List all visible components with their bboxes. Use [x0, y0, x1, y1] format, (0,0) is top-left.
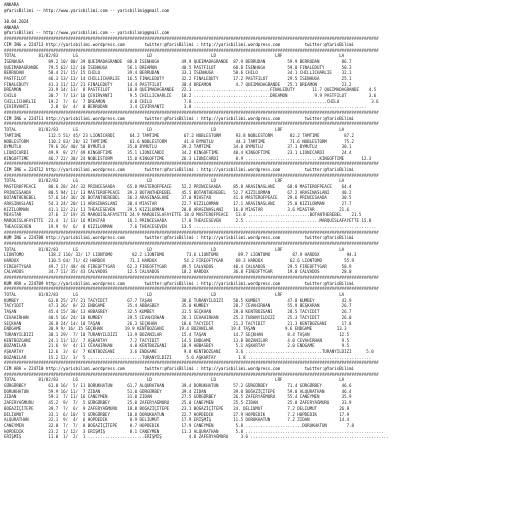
separator-line: ######################################################################################################################################################## [4, 110, 379, 116]
table-row: BOZANILAR 21.6 9/ 4/ 11 CEVAHIRHAN 4.0 KENTBOZGANI 10.9 ABBASBEY 5.1 AŞKARTAY 2.0 ENDGAME 9.5 [4, 343, 350, 349]
table-row: LIONICARDI 49.9 8/ 27/ 49 KINGOFTIME 35.1 LIONICARDI 34.2 KINGOFTIME 40.4 KINGOFTIME 23.1 LIONICARDI 24.4 [4, 149, 352, 155]
table-row: TAMTIME 112.5 51/ 45/ 23 LIONICARDI 64.2 TAMTIME 67.2 NOBLESTORM 93.8 NOBLESTORM 82.2 TAMTIME 87.2 [4, 132, 354, 138]
separator-line: ######################################################################################################################################################## [4, 286, 379, 292]
race-section [4, 275, 529, 360]
race-sections [4, 36, 529, 440]
separator-line: ######################################################################################################################################################## [4, 229, 379, 235]
race-info-line: CIM ING = 224712 http://yarisbilimi.wordpress.com twitter:@YarisBilimi : http://yarisbilimi.wordpress.com twitter:@YarisBilimi [4, 166, 354, 172]
table-row: ENDGAME 30.9 9/ 16/ 15 SEÇKHAN 19.9 KENTBOZGANI 19.4 BOZANILAR 19.4 TAŞAN 9.6 ENDGAME 13.3 [4, 326, 347, 332]
table-row: LIONTOMO 138.2 116/ 32/ 17 LIONTOMO 82.2 LIONTOMO 73.6 LIONTOMO 89.7 LIONTOMO 87.9 HARDOX 94.3 [4, 252, 357, 258]
table-row: QUEIMADAGRANDE 79.5 62/ 12/ 10 İSENHUGA 56.1 DREAMON 40.5 PASTFILOT 60.8 İSENHUGA 59.0 FINALEDUTY 50.3 [4, 64, 352, 70]
document-date: 30.04.2024 [4, 19, 29, 25]
table-row: KINGOFTIME 46.7 22/ 30/ 24 NOBLESTORM 15.0 KINGOFTIME 26.3 LIONICARDI 8.9 ..............................KINGOFTIME 12.3 [4, 155, 372, 161]
table-row: FIREOFTYGAR 49.7 17/ 48/ 46 FIREOFTYGAR 62.3 FIREOFTYGAR 49.5 CALVADOS 40.4 CALVADOS 29.5 FIREOFTYGAR 50.9 [4, 263, 352, 269]
table-row: ARASINASLANI 54.3 24/ 20/ 11 ARASINASLANI 30.4 MIASTAR 22.7 KIZILORMAN 17.1 ARASINASLANI 25.0 KIZILORMAN 27.7 [4, 201, 352, 207]
race-section [4, 161, 529, 229]
table-row: GÜRGÜRBEY 61.0 16/ 5/ 11 DORUKHATUN 61.7 ALQURATHAN 39.4 DORUKHATUN 57.2 GÜRGÜRBEY 71.4 GÜRGÜRBEY 46.6 [4, 383, 352, 389]
table-row: CANEYMEN 32.0 7/ 7/ 8 BOĞAZİÇİTEPE 8.7 HOPDEDIK 17.9 CANEYMEN 5.8 .......................DORUKHATUN 7.8 [4, 422, 354, 428]
table-row: TOTAL 81/82/83 LG LD LD LRF LA [4, 292, 345, 298]
table-row: PRINCESAADA 80.5 94/ 11/ 13 MASTEROFPEACE 39.3 BOTANTHEREBEL 45.5 BOTANTHEREBEL 52.7 KIZILORMAN 67.2 ARASINASLANI 40.2 [4, 189, 352, 195]
race-section [4, 36, 529, 110]
separator-line: ######################################################################################################################################################## [4, 36, 379, 42]
table-row: BOZANILAR 15.2 12/ 3/ 5 ......................TURANYILDIZI 5.6 AŞKARTAY 1.8 .................................................. [4, 354, 372, 360]
header-contact: @YarisBilimi -- http://www.yarisbilimi.com -- yarisbilimi@gmail.com [4, 7, 170, 13]
separator-line: ######################################################################################################################################################## [4, 360, 379, 366]
table-row: BOĞAZİÇİTEPE 39.7 7/ 6/ 9 ZAFERYAĞMURU 18.8 BOĞAZİÇİTEPE 23.1 BOĞAZİÇİTEPE 24. DELIUMUT 7.2 DELIUMUT 26.8 [4, 405, 350, 411]
race-info-line: KUM ARA = 224709 http://yarisbilimi.wordpress.com twitter:@YarisBilimi : http://yarisbilimi.wordpress.com twitter:@YarisBilimi [4, 280, 354, 286]
table-row: KUMBEY 63.8 25/ 27/ 21 TACYIDIT 67.7 TAŞAN 38.6 TURANYILDIZI 58.5 KUMBEY 47.0 KUMBEY 42.9 [4, 297, 352, 303]
table-row: FINALEDUTY 41.3 11/ 12/ 21 FINALEDUTY 14.4 PASTFILOT 30.4 DREAMON 4.7 QUEIMADAGRANDE 25.1 DREAMON 23.2 [4, 81, 352, 87]
race-section [4, 110, 529, 161]
subheader-contact: @YarisBilimi -- http://www.yarisbilimi.com -- yarisbilimi@gmail.com [4, 30, 170, 36]
table-row: ZIDAN 59.3 7/ 11/ 16 CANEYMEN 31.0 ZIDAN 27.5 GÜRGÜRBEY 26.5 ZAFERYAĞMURU 55.4 CANEYMEN 35.9 [4, 394, 352, 400]
table-row: ÇEVIRVANTI 2.8 0/ 4/ 0 BERRUDAN 3.4 ÇEVIRVANTI 3.0 ...................................................................... [4, 104, 367, 110]
race-section [4, 230, 529, 276]
table-row: TOTAL 81/82/83 LG LD LD LRF LA [4, 377, 345, 383]
separator-line: ######################################################################################################################################################## [4, 121, 379, 127]
table-row: CHILO 30.7 7/ 13/ 10 ÇEVIRVANTI 9.5 CHILLICHARLIE 10.2 ...............................DREAMON 9.9 PASTFILOT 3.6 [4, 93, 377, 98]
separator-line: ######################################################################################################################################################## [4, 275, 379, 280]
table-row: NOBLESTORM 110.2 83/ 28/ 32 TAMTIME 61.6 NOBLESTORM 41.8 BYMUTLU 44.3 TAMTIME 71.6 NOBLESTORM 75.2 [4, 138, 354, 144]
table-row: TURANYILDIZI 30.1 29/ 7/ 10 TURANYILDIZI 13.9 BOZANILAR 15.4 TAŞAN 14.7 SEÇKHAN 8.4 TAŞAN 12.5 [4, 331, 350, 337]
race-info-line: KUM ING = 224708 http://yarisbilimi.wordpress.com twitter:@YarisBilimi : http://yarisbilimi.wordpress.com twitter:@YarisBilimi [4, 235, 354, 241]
table-row: SEÇKHAN 36.8 24/ 14/ 10 TAŞAN 26.3 SEÇKHAN 18.6 TACYIDIT 21.3 TACYIDIT 21.3 KENTBOZGANI 17.8 [4, 320, 352, 326]
table-row: THEACESEVEN 19.9 9/ 6/ 8 KIZILORMAN 7.6 THEACESEVEN 13.5 .......................................................................... [4, 223, 377, 229]
table-row: HOPDEDIK 23.2 1/ 12/ 3 ERİŞMİŞ 8.1 CANEYMEN 11.3 ALQURATHAN 5.8 ........................................................ [4, 428, 384, 434]
race-info-line: CIM ING = 224713 http://yarisbilimi.wordpress.com twitter:@YarisBilimi : http://yarisbilimi.wordpress.com twitter:@YarisBilimi [4, 41, 354, 47]
table-row: HARDOX 110.5 64/ 71/ 42 HARDOX 71.1 HARDOX 54.2 FIREOFTYGAR 69.3 HARDOX 62.6 LIONTOMO 55.9 [4, 257, 354, 263]
table-row: ALQURATHAN 32.1 9/ 4/ 6 HOPDEDIK 8.9 DELIUMUT 17.9 ERİŞMİŞ 11.5 DORUKHATUN 7.2 ZIDAN 14.4 [4, 417, 350, 423]
separator-line: ######################################################################################################################################################## [4, 240, 379, 246]
table-row: DREAMON 33.9 14/ 13/ 8 PASTFILOT 10.8 QUEIMADAGRANDE 22.1 ...............................FINALEDUTY 11.7 QUEIMADAGRANDE 4.5 [4, 87, 377, 93]
table-row: BYMUTLU 79.6 26/ 40/ 50 BYMUTLU 35.0 BYMUTLU 39.2 TAMTIME 34.0 BYMUTLU 37.1 BYMUTLU 30.1 [4, 144, 352, 150]
race-info-line: CIM ING = 224711 http://yarisbilimi.wordpress.com twitter:@YarisBilimi : http://yarisbilimi.wordpress.com twitter:@YarisBilimi [4, 115, 354, 121]
table-row: BERRUDAN 58.4 21/ 15/ 15 CHILO 39.4 BERRUDAN 33.1 İSENHUGA 58.6 CHILO 34.1 CHILLICHARLIE 32.1 [4, 70, 352, 76]
table-row: PASTFILOT 46.3 13/ 13/ 14 CHILLICHARLIE 16.5 FINALEDUTY 32.2 FINALEDUTY 17.2 PASTFILOT 29.5 İSENHUGA 25.1 [4, 75, 352, 81]
table-row: DORUKHATUN 59.9 16/ 11/ 7 ZIDAN 51.0 GÜRGÜRBEY 39.4 ZIDAN 39.0 BOĞAZİÇİTEPE 59.0 ALQURATHAN 46.4 [4, 388, 352, 394]
separator-line: ######################################################################################################################################################## [4, 371, 379, 377]
separator-line: ######################################################################################################################################################## [4, 47, 379, 53]
table-row: TOTAL 81/82/83 LG LD LD LRF LA [4, 53, 345, 59]
table-row: TAŞAN 45.4 15/ 30/ 13 ABBASBEY 32.5 KUMBEY 31.5 SEÇKHAN 28.0 KENTBOZGANI 28.5 TACYIDIT 26.7 [4, 309, 352, 315]
table-row: TOTAL 81/82/83 LG LD LD LRF LA [4, 178, 345, 184]
table-row: MARQUISLAFAYETTE 23.4 1/ 13/ 16 MIASTAR 16.1 PRINCESAADA 17.0 THEACESEVEN 2.5 ..............................MARQUISLAFAYETTE 15.8 [4, 218, 372, 224]
table-row: KENTBOZGANI 24.1 11/ 12/ 7 AŞKARTAY 7.2 TACYIDIT 14.5 ENDGAME 13.8 BOZANILAR 4.0 CEVAHIRHAN 9.5 [4, 337, 350, 343]
table-row: AŞKARTAY 12.6 3/ 6/ 7 KENTBOZGANI 3.6 ENDGAME 9.8 KENTBOZGANI 3.6 ...............................TURANYILDIZI 5.0 [4, 348, 374, 354]
separator-line: ######################################################################################################################################################## [4, 161, 379, 167]
subheader-title: ANKARA [4, 24, 19, 30]
table-row: CALVADOS 34.7 11/ 35/ 43 CALVADOS 12.5 CALVADOS 18.2 HARDOX 36.8 FIREOFTYGAR 19.0 CALVADOS 28.0 [4, 269, 352, 275]
table-row: ERİŞMİŞ 11.0 1/ 2/ 1 .......................ERİŞMİŞ 4.8 ZAFERYAĞMURU 3.6 ........................................................ [4, 434, 389, 440]
table-row: TACYIDIT 47.3 26/ 8/ 22 ENDGAME 35.4 ABBASBEY 35.0 KUMBEY 28.7 CEVAHIRHAN 55.9 BEŞKARAN 26.7 [4, 303, 352, 309]
table-row: MASTEROFPEACE 80.6 28/ 24/ 32 PRINCESAADA 65.8 MASTEROFPEACE 52.2 PRINCESAADA 85.8 ARASINASLANI 68.0 MASTEROFPEACE 64.4 [4, 184, 352, 189]
race-info-line: CIM ARA = 224710 http://yarisbilimi.wordpress.com twitter:@YarisBilimi : http://yarisbilimi.wordpress.com twitter:@YarisBilimi [4, 366, 354, 371]
table-row: TOTAL 81/82/83 LG LD LD LRF LA [4, 127, 345, 133]
table-row: TOTAL 81/82/83 LG LD LD LRF LA [4, 246, 345, 252]
table-row: KIZILORMAN 41.1 12/ 21/ 11 THEACESEVEN 29.5 KIZILORMAN 20.8 ARASINASLANI 16.0 MIASTAR 3.6 MIASTAR 21.6 [4, 206, 350, 212]
table-row: MIASTAR 37.6 2/ 19/ 35 MARQUISLAFAYETTE 24.9 MARQUISLAFAYETTE 18.0 MASTEROFPEACE 13.0 .........................BOTANTHEREBEL 21.5 [4, 212, 362, 218]
table-row: BOTANTHEREBEL 57.6 14/ 36/ 26 BOTANTHEREBEL 36.3 ARASINASLANI 37.0 MIASTAR 41.6 MASTEROFPEACE 29.6 PRINCESAADA 30.5 [4, 195, 352, 201]
table-row: CHILLICHARLIE 19.2 7/ 6/ 7 DREAMON 4.0 CHILO 7.8 ......................................................CHILO 3.6 [4, 98, 379, 104]
table-row: ZAFERYAĞMURU 45.2 9/ 7/ 5 GÜRGÜRBEY 25.0 ZAFERYAĞMURU 25.0 CANEYMEN 25.5 ZIDAN 25.0 ZAFERYAĞMURU 33.9 [4, 400, 352, 406]
table-row: DELIUMUT 33.1 6/ 10/ 5 GÜRGÜRBEY 10.8 DORUKHATUN 22.7 HOPDEDIK 27.9 HOPDEDIK 7.2 HOPDEDIK 17.9 [4, 411, 350, 417]
table-row: CEVAHIRHAN 40.5 16/ 24/ 18 KUMBEY 29.5 CEVAHIRHAN 26.1 CEVAHIRHAN 25.3 TURANYILDIZI 25.3 TACYIDIT 26.0 [4, 314, 352, 320]
table-row: İSENHUGA 89.2 10/ 80/ 39 QUEIMADAGRANDE 80.8 İSENHUGA 49.9 QUEIMADAGRANDE 87.9 BERRUDAN 59.9 BERRUDAN 86.7 [4, 58, 352, 64]
race-section [4, 360, 529, 440]
separator-line: ######################################################################################################################################################## [4, 172, 379, 178]
header-title: ANKARA [4, 2, 19, 7]
